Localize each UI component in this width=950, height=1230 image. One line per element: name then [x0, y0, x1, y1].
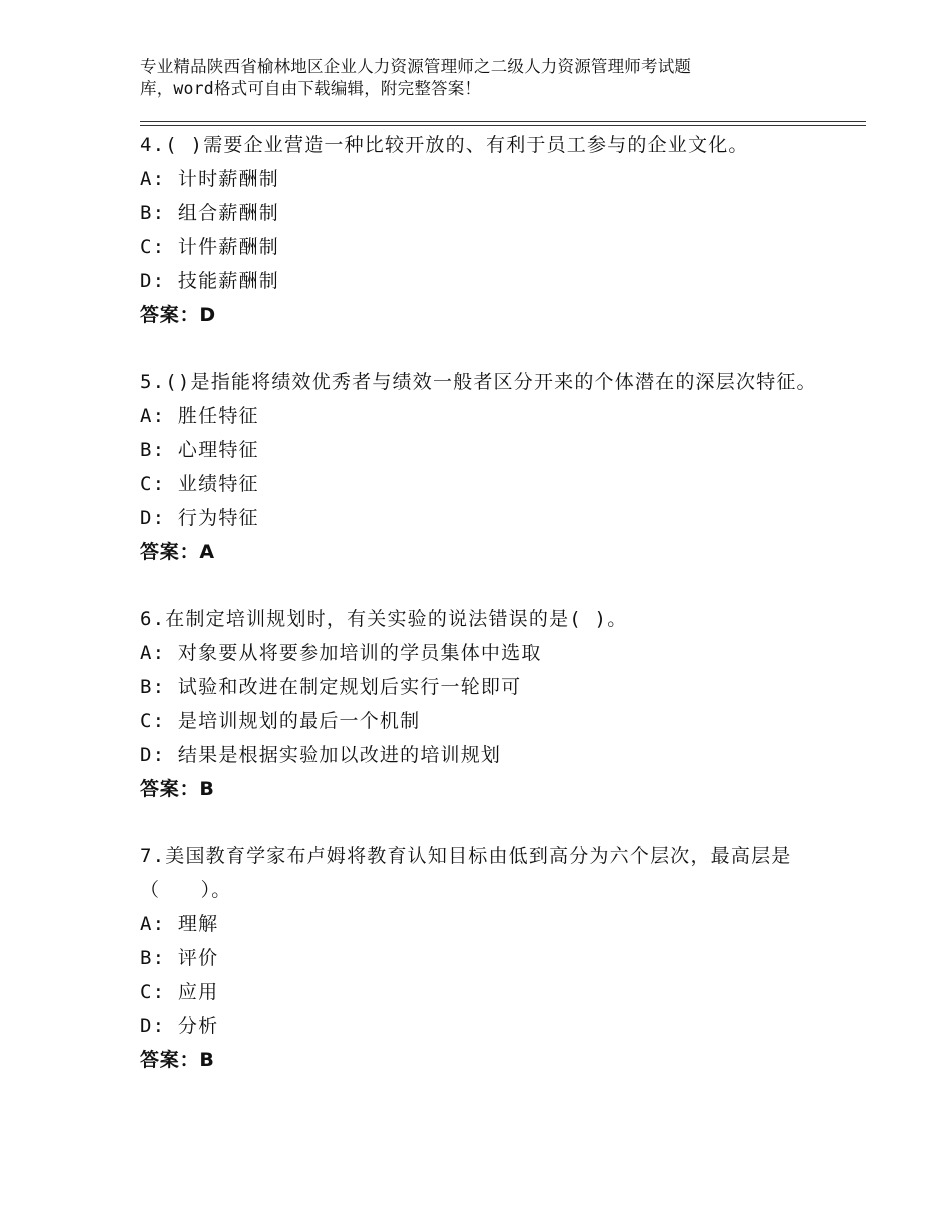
- question-7: [140, 839, 820, 1077]
- question-4: [140, 128, 820, 332]
- option-a: A: 理解: [140, 913, 219, 935]
- question-text: 4.( )需要企业营造一种比较开放的、有利于员工参与的企业文化。: [140, 134, 749, 156]
- option-b: B: 组合薪酬制: [140, 202, 279, 224]
- question-text: 7.美国教育学家布卢姆将教育认知目标由低到高分为六个层次，最高层是（ ）。: [140, 845, 792, 901]
- question-6: [140, 602, 820, 806]
- option-d: D: 结果是根据实验加以改进的培训规划: [140, 744, 502, 766]
- option-b: B: 试验和改进在制定规划后实行一轮即可: [140, 676, 522, 698]
- option-d: D: 分析: [140, 1015, 219, 1037]
- answer: 答案：D: [140, 304, 216, 326]
- option-a: A: 胜任特征: [140, 405, 259, 427]
- option-a: A: 对象要从将要参加培训的学员集体中选取: [140, 642, 542, 664]
- question-list: [140, 128, 820, 1110]
- option-c: C: 是培训规划的最后一个机制: [140, 710, 421, 732]
- option-a: A: 计时薪酬制: [140, 168, 279, 190]
- question-text: 5.()是指能将绩效优秀者与绩效一般者区分开来的个体潜在的深层次特征。: [140, 371, 817, 393]
- answer: 答案：B: [140, 1049, 215, 1071]
- answer: 答案：A: [140, 541, 215, 563]
- question-5: [140, 365, 820, 569]
- option-d: D: 行为特征: [140, 507, 259, 529]
- option-c: C: 计件薪酬制: [140, 236, 279, 258]
- document-header: [140, 56, 840, 100]
- header-title-line-2: 库，word格式可自由下载编辑，附完整答案！: [140, 79, 482, 98]
- answer: 答案：B: [140, 778, 215, 800]
- header-title-line-1: 专业精品陕西省榆林地区企业人力资源管理师之二级人力资源管理师考试题: [140, 57, 692, 76]
- option-b: B: 心理特征: [140, 439, 259, 461]
- option-d: D: 技能薪酬制: [140, 270, 279, 292]
- option-c: C: 应用: [140, 981, 219, 1003]
- option-b: B: 评价: [140, 947, 219, 969]
- header-divider: [140, 121, 866, 126]
- option-c: C: 业绩特征: [140, 473, 259, 495]
- question-text: 6.在制定培训规划时，有关实验的说法错误的是( )。: [140, 608, 628, 630]
